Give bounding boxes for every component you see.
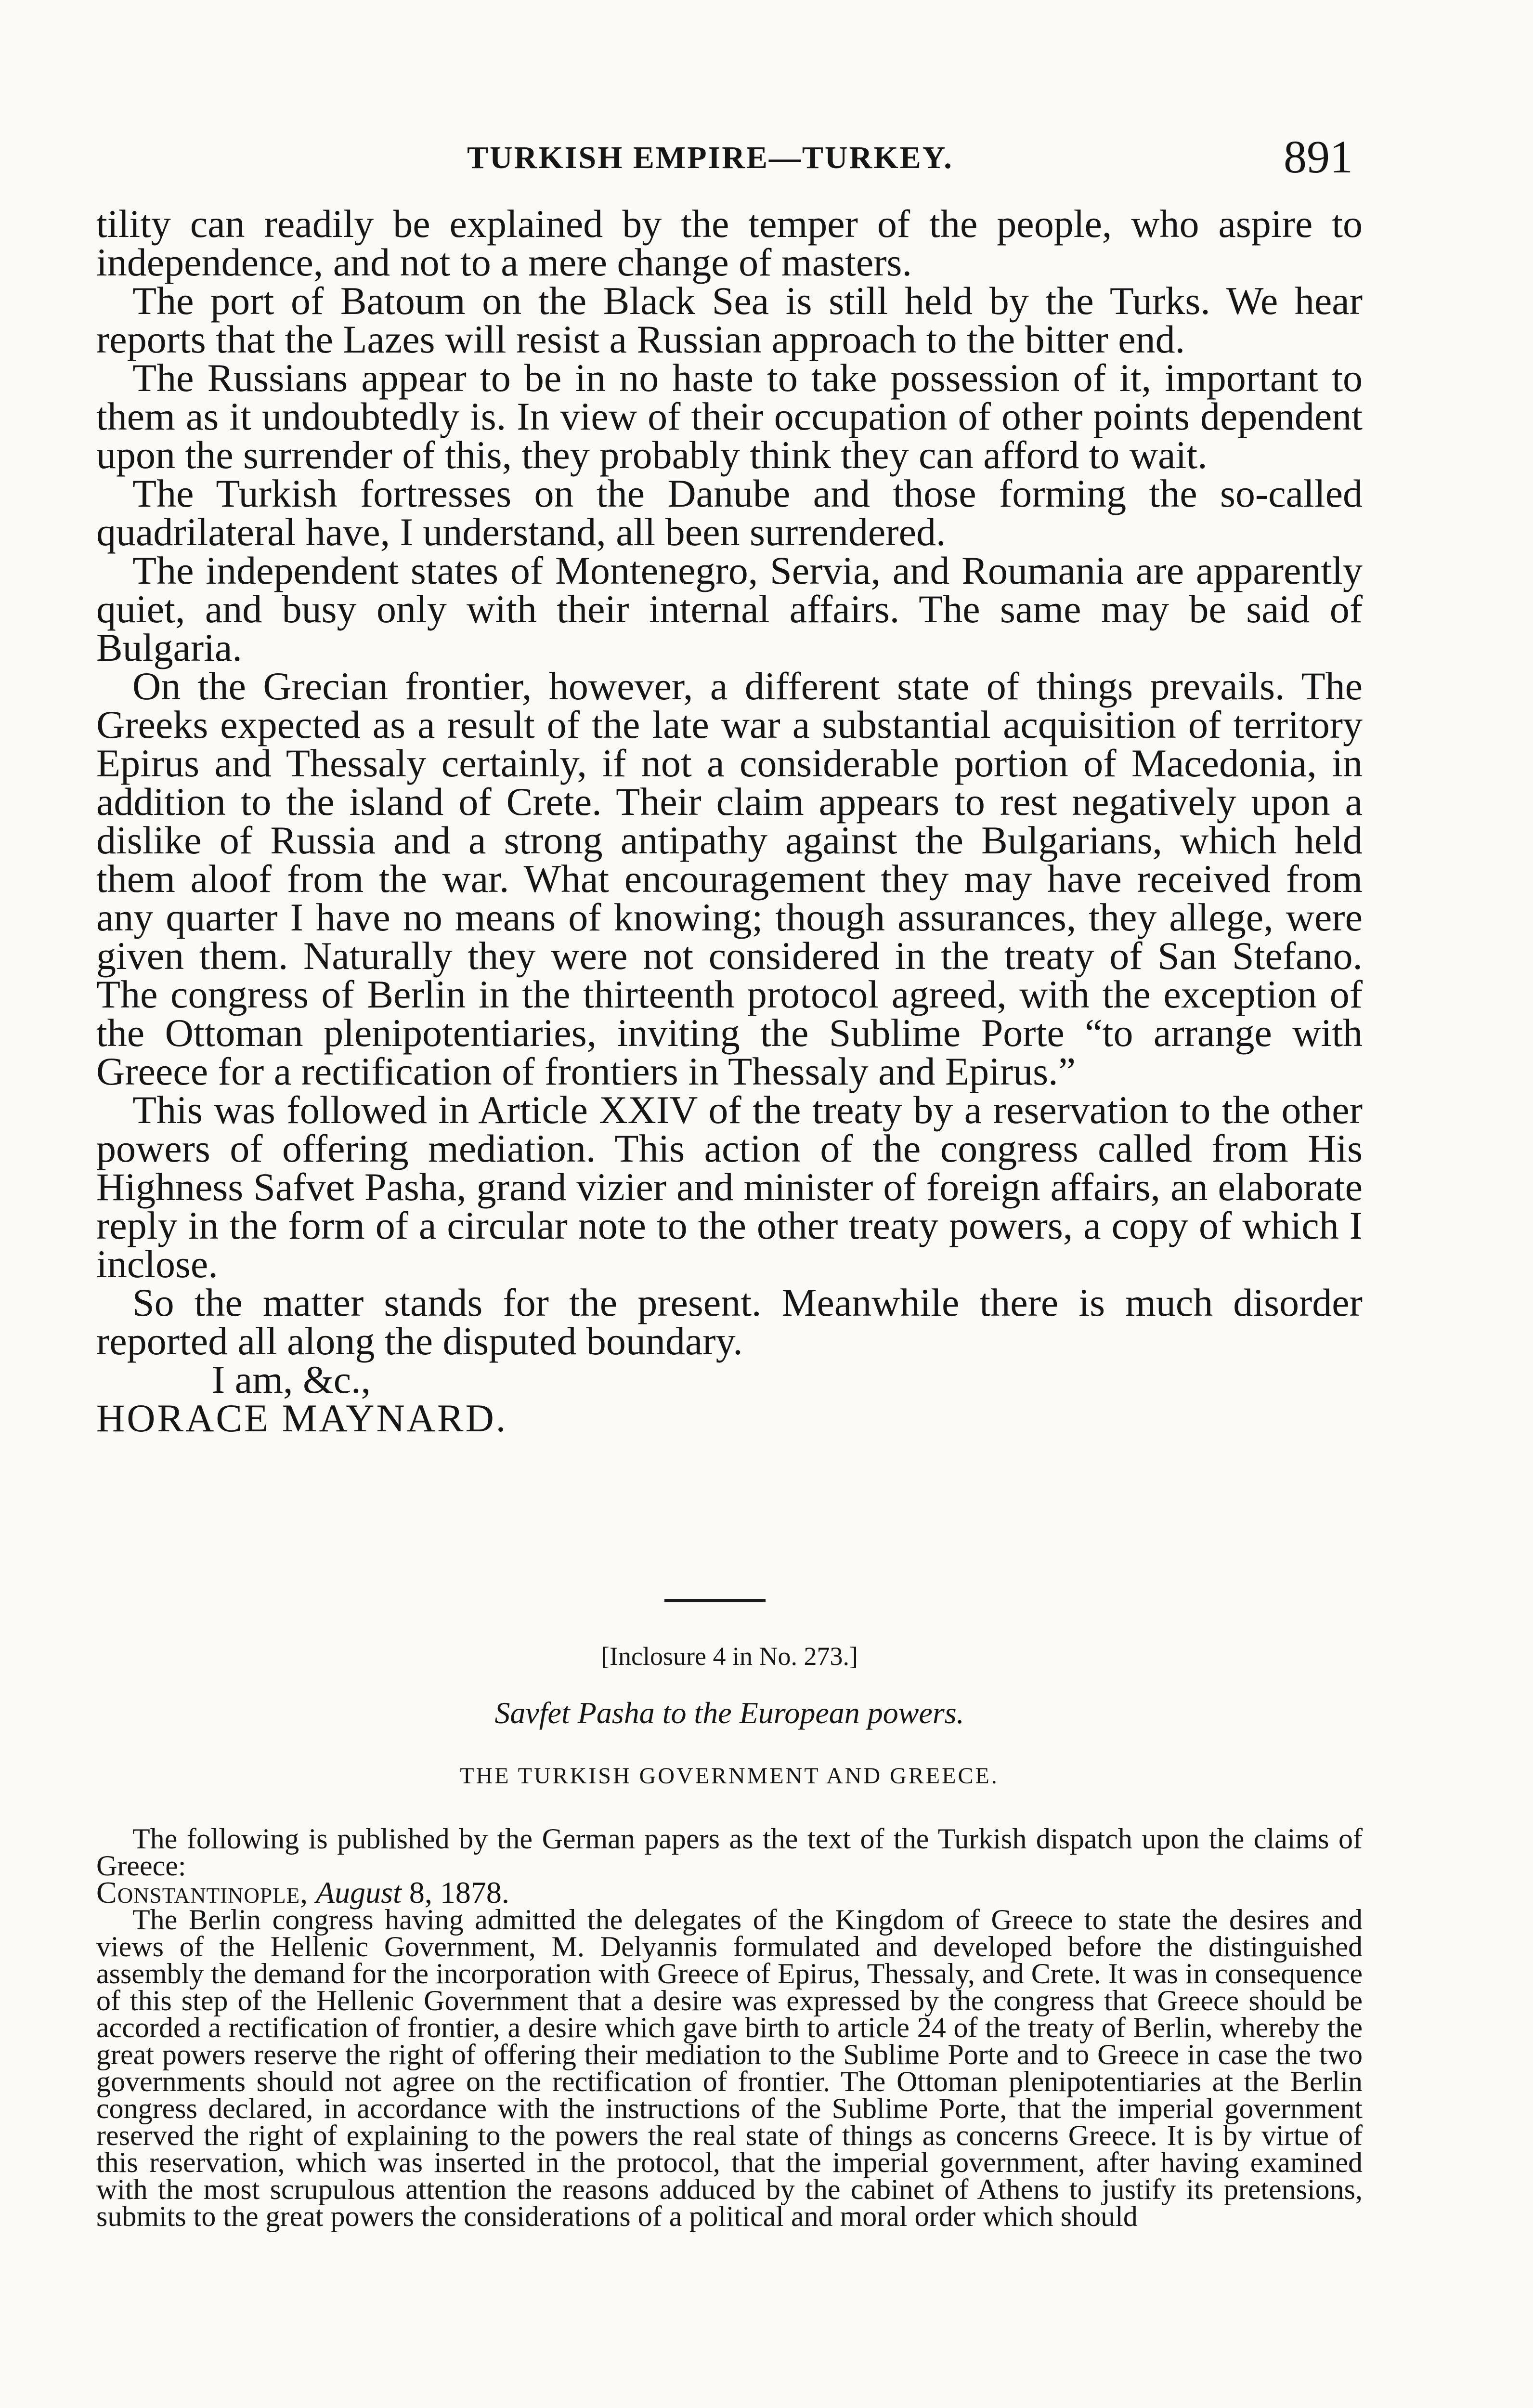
paragraph: This was followed in Article XXIV of the treaty by a reservation to the other powers of offering mediation. This action of the congress called from His Highness Safvet Pasha, grand vizier and minister of foreign affairs, an elaborate reply in the form of a circular note to the other treaty powers, a copy of which I inclose. [96,1088,1363,1286]
paragraph: The Turkish fortresses on the Danube and those forming the so-called quadrilateral have, I understand, all been surrendered. [96,471,1363,554]
paragraph: On the Grecian frontier, however, a different state of things prevails. The Greeks expected as a result of the late war a substantial acquisition of territory Epirus and Thessaly certainly, if not a considerable portion of Macedonia, in addition to the island of Crete. Their claim appears to rest negatively upon a dislike of Russia and a strong antipathy against the Bulgarians, which held them aloof from the war. What encouragement they may have received from any quarter I have no means of knowing; though assurances, they allege, were given them. Naturally they were not considered in the treaty of San Stefano. The congress of Berlin in the thirteenth protocol agreed, with the exception of the Ottoman plenipotentiaries, inviting the Sublime Porte “to arrange with Greece for a rectification of frontiers in Thessaly and Epirus.” [96,664,1363,1093]
paragraph: tility can readily be explained by the temper of the people, who aspire to independence, and not to a mere change of masters. [96,202,1363,284]
closing: I am, &c., [212,1358,371,1401]
dispatch-paragraph: The Berlin congress having admitted the delegates of the Kingdom of Greece to state the desires and views of the Hellenic Government, M. Delyannis formulated and developed before the distinguished assembly the demand for the incorporation with Greece of Epirus, Thessaly, and Crete. It was in consequence of this step of the Hellenic Government that a desire was expressed by the congress that Greece should be accorded a rectification of frontier, a desire which gave birth to article 24 of the treaty of Berlin, whereby the great powers reserve the right of offering their mediation to the Sublime Porte and to Greece in case the two governments should not agree on the rectification of frontier. The Ottoman plenipotentiaries at the Berlin congress declared, in accordance with the instructions of the Sublime Porte, that the imperial government reserved the right of explaining to the powers the real state of things as concerns Greece. It is by virtue of this reservation, which was inserted in the protocol, that the imperial government, after having examined with the most scrupulous attention the reasons adduced by the cabinet of Athens to justify its pretensions, submits to the great powers the considerations of a political and moral order which should [96,1904,1363,2232]
letter-title: Savfet Pasha to the European powers. [494,1696,964,1730]
dateline [96,1875,1363,1910]
paragraph: The Russians appear to be in no haste to take possession of it, important to them as it undoubtedly is. In view of their occupation of other points dependent upon the surrender of this, they probably think they can afford to wait. [96,356,1363,477]
section-title: THE TURKISH GOVERNMENT AND GREECE. [460,1763,999,1789]
page-number: 891 [1284,131,1353,183]
page-header [96,120,1363,183]
paragraph: The port of Batoum on the Black Sea is still held by the Turks. We hear reports that the Lazes will resist a Russian approach to the bitter end. [96,279,1363,361]
dateline-month: August [316,1875,402,1910]
dateline-day-year: 8, 1878. [409,1875,509,1910]
intro-paragraph: The following is published by the German papers as the text of the Turkish dispatch upon the claims of Greece: [96,1823,1363,1882]
section-divider [664,1599,766,1602]
inclosure-label: [Inclosure 4 in No. 273.] [601,1642,858,1671]
paragraph: The independent states of Montenegro, Servia, and Roumania are apparently quiet, and busy only with their internal affairs. The same may be said of Bulgaria. [96,549,1363,669]
signature: HORACE MAYNARD. [96,1396,508,1440]
dateline-place: Constantinople, [96,1875,309,1910]
inclosure-body [96,1825,1363,2230]
letter-body [96,202,1363,1440]
running-head: TURKISH EMPIRE—TURKEY. [467,140,953,175]
paragraph: So the matter stands for the present. Meanwhile there is much disorder reported all along the disputed boundary. [96,1281,1363,1363]
